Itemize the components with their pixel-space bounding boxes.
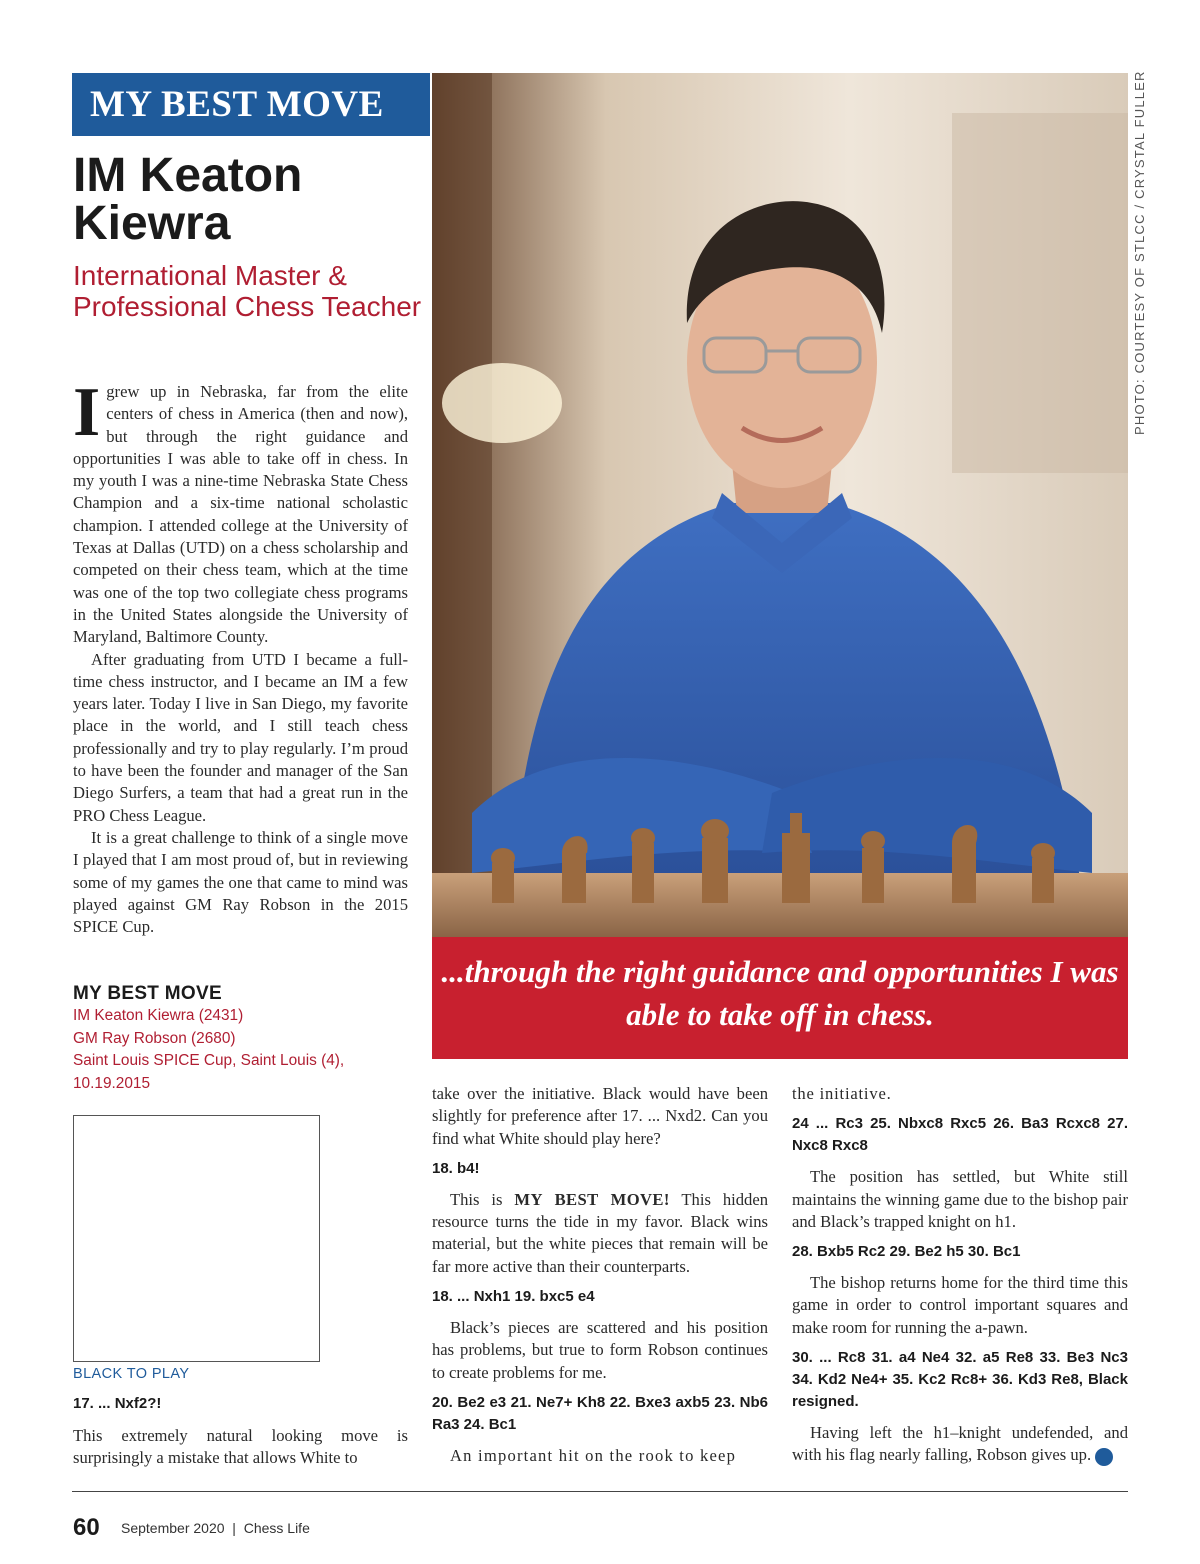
footer-issue: September 2020 | Chess Life bbox=[121, 1520, 310, 1536]
article-paragraph: the initiative. bbox=[792, 1084, 892, 1103]
footer-divider bbox=[72, 1491, 1128, 1492]
game-black-player: GM Ray Robson (2680) bbox=[73, 1029, 236, 1047]
article-paragraph bbox=[73, 374, 408, 649]
article-paragraph: take over the initiative. Black would have been slightly for preference after 17. ... Nxd2. Can you find what White should play here? bbox=[432, 1084, 768, 1148]
pull-quote-text: ...through the right guidance and opportunities I was able to take off in chess. bbox=[441, 954, 1119, 1032]
author-photo-illustration bbox=[432, 73, 1128, 937]
kicker-label: MY BEST MOVE bbox=[90, 84, 384, 125]
move-notation: 20. Be2 e3 21. Ne7+ Kh8 22. Bxe3 axb5 23. Nb6 Ra3 24. Bc1 bbox=[432, 1393, 768, 1433]
drop-cap: I bbox=[73, 374, 101, 451]
article-paragraph bbox=[792, 1422, 1128, 1467]
section-kicker bbox=[72, 73, 430, 136]
pull-quote bbox=[432, 937, 1128, 1059]
article-body-col3 bbox=[792, 1083, 1128, 1467]
article-paragraph: The position has settled, but White still maintains the winning game due to the bishop pair and Black’s trapped knight on h1. bbox=[792, 1167, 1128, 1231]
photo-credit: PHOTO: COURTESY OF STLCC / CRYSTAL FULLER bbox=[1132, 70, 1147, 435]
side-to-play: BLACK TO PLAY bbox=[73, 1366, 190, 1382]
move-notation: 17. ... Nxf2?! bbox=[73, 1395, 162, 1412]
move-notation: 28. Bxb5 Rc2 29. Be2 h5 30. Bc1 bbox=[792, 1243, 1021, 1261]
article-paragraph: Black’s pieces are scattered and his position has problems, but true to form Robson continues to create problems for me. bbox=[432, 1318, 768, 1382]
page-number: 60 bbox=[73, 1514, 100, 1541]
article-paragraph: An important hit on the rook to keep bbox=[450, 1445, 737, 1465]
author-photo bbox=[432, 73, 1128, 937]
move-notation: 18. b4! bbox=[432, 1159, 480, 1177]
article-paragraph bbox=[432, 1189, 768, 1278]
author-subtitle: International Master & Professional Chess Teacher bbox=[73, 260, 422, 322]
best-move-emphasis: MY BEST MOVE! bbox=[514, 1189, 670, 1209]
paragraph-text: This hidden resource turns the tide in my favor. Black wins material, but the white pieces that remain will be far more active than their counterparts. bbox=[432, 1189, 768, 1276]
paragraph-text: grew up in Nebraska, far from the elite centers of chess in America (then and now), but through the right guidance and opportunities I was able to take off in chess. In my youth I was a nine-time Nebraska State Chess Champion and a six-time national scholastic champion. I attended college at the University of Texas at Dallas (UTD) on a chess scholarship and competed on their chess team, which at the time was one of the top two collegiate chess programs in the United States alongside the University of Maryland, Baltimore County. bbox=[73, 382, 408, 647]
move-notation: 18. ... Nxh1 19. bxc5 e4 bbox=[432, 1288, 595, 1306]
game-label: MY BEST MOVE bbox=[73, 983, 222, 1004]
article-paragraph: After graduating from UTD I became a full-time chess instructor, and I became an IM a few years later. Today I live in San Diego, my favorite place in the world, and I still teach chess professionally and try to play regularly. I’m proud to have been the founder and manager of the San Diego Surfers, a team that had a great run in the PRO Chess League. bbox=[73, 649, 408, 825]
move-notation: 24 ... Rc3 25. Nbxc8 Rxc5 26. Ba3 Rcxc8 27. Nxc8 Rxc8 bbox=[792, 1115, 1128, 1155]
article-paragraph: It is a great challenge to think of a single move I played that I am most proud of, but in reviewing some of my games the one that came to mind was played against GM Ray Robson in the 2015 SPICE Cup. bbox=[73, 827, 408, 937]
end-mark-icon: ♚ bbox=[1095, 1448, 1113, 1466]
move-notation: 30. ... Rc8 31. a4 Ne4 32. a5 Re8 33. Be3 Nc3 34. Kd2 Ne4+ 35. Kc2 Rc8+ 36. Kd3 Re8, Black resigned. bbox=[792, 1349, 1128, 1411]
article-body-col2 bbox=[432, 1083, 768, 1467]
article-paragraph: The bishop returns home for the third time this game in order to control important squares and make room for running the a-pawn. bbox=[792, 1273, 1128, 1337]
article-paragraph: This extremely natural looking move is surprisingly a mistake that allows White to bbox=[73, 1426, 408, 1468]
paragraph-text: This is bbox=[450, 1189, 515, 1209]
article-body-col1 bbox=[73, 374, 408, 938]
chess-diagram bbox=[73, 1115, 320, 1362]
article-title: IM Keaton Kiewra bbox=[73, 149, 303, 250]
paragraph-text: Having left the h1–knight undefended, and with his flag nearly falling, Robson gives up. bbox=[792, 1423, 1128, 1465]
game-header bbox=[73, 983, 403, 1095]
game-white-player: IM Keaton Kiewra (2431) bbox=[73, 1007, 244, 1024]
game-event: Saint Louis SPICE Cup, Saint Louis (4), 10.19.2015 bbox=[73, 1052, 345, 1092]
